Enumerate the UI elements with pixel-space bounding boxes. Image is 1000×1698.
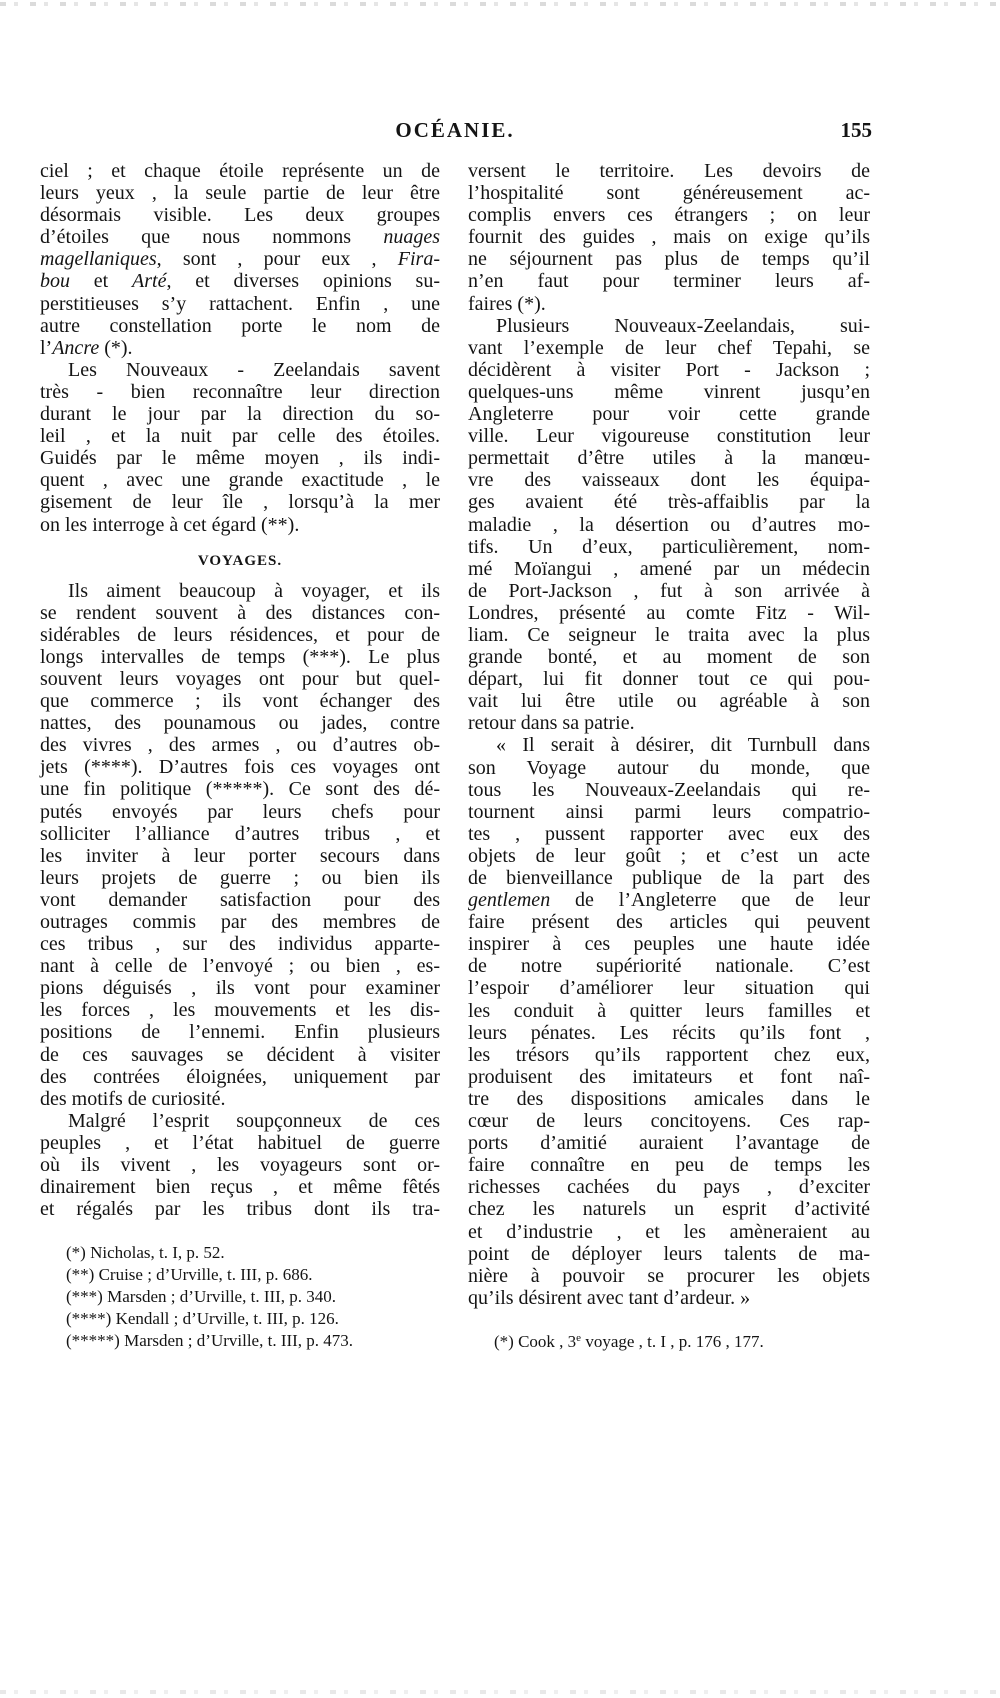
scan-artifact-bottom xyxy=(0,1690,1000,1694)
paragraph-hospitality xyxy=(468,160,870,315)
text-line: leil , et la nuit par celle des étoiles. xyxy=(40,425,440,448)
text-line: tes , pussent rapporter avec eux des xyxy=(468,822,870,845)
text-line: son Voyage autour du monde, que xyxy=(468,756,870,779)
text-line: nant à celle de l’envoyé ; ou bien , es- xyxy=(40,955,440,978)
text-line: quelques-uns même vinrent jusqu’en xyxy=(468,380,870,403)
text-line: de notre supériorité nationale. C’est xyxy=(468,955,870,978)
italic-term: bou xyxy=(40,270,70,293)
text-line: produisent des imitateurs et font naî- xyxy=(468,1065,870,1088)
text-line: faire connaître en peu de temps les xyxy=(468,1154,870,1177)
text-line: Guidés par le même moyen , ils indi- xyxy=(40,447,440,470)
italic-term: magellaniques xyxy=(40,248,157,271)
text-line: magellaniques, sont , pour eux , Fira- xyxy=(40,248,440,271)
text-line: décidèrent à visiter Port - Jackson ; xyxy=(468,358,870,381)
text-line: n’en faut pour terminer leurs af- xyxy=(468,270,870,293)
text-line: l’hospitalité sont généreusement ac- xyxy=(468,182,870,205)
text-line: faires (*). xyxy=(468,292,546,315)
text-line: vont demander satisfaction pour des xyxy=(40,888,440,911)
text-line: nattes, des pounamous ou jades, contre xyxy=(40,712,440,735)
right-column xyxy=(468,160,870,1353)
text-line: très - bien reconnaître leur direction xyxy=(40,380,440,403)
text-line: cœur de leurs concitoyens. Ces rap- xyxy=(468,1110,870,1133)
text-line: quent , avec une grande exactitude , le xyxy=(40,469,440,492)
text-line: et régalés par les tribus dont ils tra- xyxy=(40,1198,440,1221)
text-line: versent le territoire. Les devoirs de xyxy=(468,160,870,182)
text-line: que commerce ; ils vont échanger des xyxy=(40,690,440,713)
text-line: des vivres , des armes , ou d’autres ob- xyxy=(40,734,440,757)
text-line: objets de leur goût ; et c’est un acte xyxy=(468,844,870,867)
paragraph-orientation xyxy=(40,359,440,536)
text-line: perstitieuses s’y rattachent. Enfin , une xyxy=(40,292,440,315)
text-line: des contrées éloignées, uniquement par xyxy=(40,1065,440,1088)
text-line: de Port-Jackson , fut à son arrivée à xyxy=(468,579,870,602)
footnote: (****) Kendall ; d’Urville, t. III, p. 126. xyxy=(66,1309,339,1329)
footnote: (*) Nicholas, t. I, p. 52. xyxy=(66,1243,225,1263)
italic-term: nuages xyxy=(383,226,440,249)
text-line: vant l’exemple de leur chef Tepahi, se xyxy=(468,336,870,359)
text-line: solliciter l’alliance d’autres tribus , et xyxy=(40,822,440,845)
footnote: (*) Cook , 3e voyage , t. I , p. 176 , 177. xyxy=(494,1331,764,1351)
text-line: ces tribus , sur des individus apparte- xyxy=(40,933,440,956)
text-line: les forces , les mouvements et les dis- xyxy=(40,999,440,1022)
text-line: gentlemen de l’Angleterre que de leur xyxy=(468,889,870,912)
paragraph-voyages xyxy=(40,580,440,1110)
text-line: point de déployer leurs talents de ma- xyxy=(468,1242,870,1265)
text-line: ciel ; et chaque étoile représente un de xyxy=(40,160,440,182)
text-line: ges avaient été très-affaiblis par la xyxy=(468,491,870,514)
text-line: putés envoyés par leurs chefs pour xyxy=(40,800,440,823)
text-line: inspirer à ces peuples une haute idée xyxy=(468,933,870,956)
text-line: liam. Ce seigneur le traita avec la plus xyxy=(468,623,870,646)
text-line: gisement de leur île , lorsqu’à la mer xyxy=(40,491,440,514)
text-line: les trésors qu’ils rapportent chez eux, xyxy=(468,1043,870,1066)
text-line: tifs. Un d’eux, particulièrement, nom- xyxy=(468,535,870,558)
text-line: ports d’amitié auraient l’avantage de xyxy=(468,1132,870,1155)
text-line: retour dans sa patrie. xyxy=(468,712,635,735)
text-line: outrages commis par des membres de xyxy=(40,911,440,933)
text-line: complis envers ces étrangers ; on leur xyxy=(468,204,870,227)
footnotes-left xyxy=(40,1242,440,1352)
text-line: autre constellation porte le nom de xyxy=(40,314,440,337)
text-line: pions déguisés , ils vont pour examiner xyxy=(40,977,440,1000)
text-line: départ, lui fit donner tout ce qui pou- xyxy=(468,668,870,691)
text-line: faire présent des articles qui peuvent xyxy=(468,911,870,934)
footnote: (**) Cruise ; d’Urville, t. III, p. 686. xyxy=(66,1265,313,1285)
text-line: ne séjournent pas plus de temps qu’il xyxy=(468,248,870,271)
text-line: se rendent souvent à des distances con- xyxy=(40,601,440,624)
text-line: Angleterre pour voir cette grande xyxy=(468,403,870,426)
italic-term: Ancre xyxy=(52,336,100,359)
text-line: Les Nouveaux - Zeelandais savent xyxy=(68,358,440,381)
text-line: longs intervalles de temps (***). Le plus xyxy=(40,645,440,668)
footnote: (*****) Marsden ; d’Urville, t. III, p. 473. xyxy=(66,1331,354,1351)
text-line: maladie , la désertion ou d’autres mo- xyxy=(468,513,870,536)
text-line: d’étoiles que nous nommons nuages xyxy=(40,226,440,249)
scan-artifact-top xyxy=(0,2,1000,6)
footnote: (***) Marsden ; d’Urville, t. III, p. 340. xyxy=(66,1287,337,1307)
text-line: les conduit à quitter leurs familles et xyxy=(468,999,870,1022)
text-line: durant le jour par la direction du so- xyxy=(40,403,440,426)
text-line: on les interroge à cet égard (**). xyxy=(40,513,300,536)
text-line: et d’industrie , et les amèneraient au xyxy=(468,1220,870,1243)
footnotes-right xyxy=(468,1331,870,1353)
text-line: où ils vivent , les voyageurs sont or- xyxy=(40,1154,440,1177)
section-title-voyages: VOYAGES. xyxy=(197,552,283,569)
text-line: permettait d’être utiles à la manœu- xyxy=(468,447,870,470)
running-title: OCÉANIE. xyxy=(395,118,515,142)
text-line: vre des vaisseaux dont les équipa- xyxy=(468,469,870,492)
text-line: l’Ancre (*). xyxy=(40,336,133,359)
text-line: de bienveillance publique de la part des xyxy=(468,867,870,889)
text-line: qu’ils désirent avec tant d’ardeur. » xyxy=(468,1286,751,1309)
text-line: Ils aiment beaucoup à voyager, et ils xyxy=(68,579,440,602)
paragraph-turnbull-quote xyxy=(468,734,870,1308)
text-line: Plusieurs Nouveaux-Zeelandais, sui- xyxy=(496,314,870,337)
paragraph-port-jackson xyxy=(468,315,870,735)
text-line: sidérables de leurs résidences, et pour de xyxy=(40,623,440,646)
text-line: tournent ainsi parmi leurs compatrio- xyxy=(468,800,870,823)
paragraph-reception xyxy=(40,1110,440,1220)
text-line: des motifs de curiosité. xyxy=(40,1087,226,1110)
text-line: leurs yeux , la seule partie de leur être xyxy=(40,182,440,205)
text-line: souvent leurs voyages ont pour but quel- xyxy=(40,667,440,690)
text-line: l’espoir d’améliorer leur situation qui xyxy=(468,977,870,1000)
text-line: leurs projets de guerre ; ou bien ils xyxy=(40,866,440,889)
text-line: désormais visible. Les deux groupes xyxy=(40,204,440,227)
text-line: bou et Arté, et diverses opinions su- xyxy=(40,270,441,293)
text-line: « Il serait à désirer, dit Turnbull dans xyxy=(496,734,870,757)
text-line: chez les naturels un esprit d’activité xyxy=(468,1198,870,1221)
text-line: fournit des guides , mais on exige qu’ils xyxy=(468,226,870,249)
page-number: 155 xyxy=(840,118,872,142)
text-line: Malgré l’esprit soupçonneux de ces xyxy=(68,1109,440,1132)
text-line: nière à pouvoir se procurer les objets xyxy=(468,1264,870,1287)
paragraph-stars xyxy=(40,160,440,359)
text-line: une fin politique (*****). Ce sont des dé- xyxy=(40,778,440,801)
text-line: jets (****). D’autres fois ces voyages ont xyxy=(40,756,440,779)
left-column xyxy=(40,160,440,1352)
text-line: dinairement bien reçus , et même fêtés xyxy=(40,1176,440,1199)
text-line: tre des dispositions amicales dans le xyxy=(468,1087,870,1110)
italic-term: Arté xyxy=(132,270,167,293)
text-line: vait lui être utile ou agréable à son xyxy=(468,690,870,713)
text-line: de ces sauvages se décident à visiter xyxy=(40,1043,440,1066)
text-line: positions de l’ennemi. Enfin plusieurs xyxy=(40,1021,440,1044)
text-line: Londres, présenté au comte Fitz - Wil- xyxy=(468,601,870,624)
text-line: mé Moïangui , amené par un médecin xyxy=(468,557,870,580)
text-line: leurs pénates. Les récits qu’ils font , xyxy=(468,1021,870,1044)
text-line: richesses cachées du pays , d’exciter xyxy=(468,1176,870,1199)
text-line: peuples , et l’état habituel de guerre xyxy=(40,1131,440,1154)
italic-term: gentlemen xyxy=(468,889,551,912)
text-line: ville. Leur vigoureuse constitution leur xyxy=(468,425,870,448)
text-line: tous les Nouveaux-Zeelandais qui re- xyxy=(468,778,870,801)
running-head xyxy=(40,118,870,148)
text-line: les inviter à leur porter secours dans xyxy=(40,844,440,867)
italic-term: Fira- xyxy=(397,248,440,271)
text-line: grande bonté, et au moment de son xyxy=(468,646,870,669)
